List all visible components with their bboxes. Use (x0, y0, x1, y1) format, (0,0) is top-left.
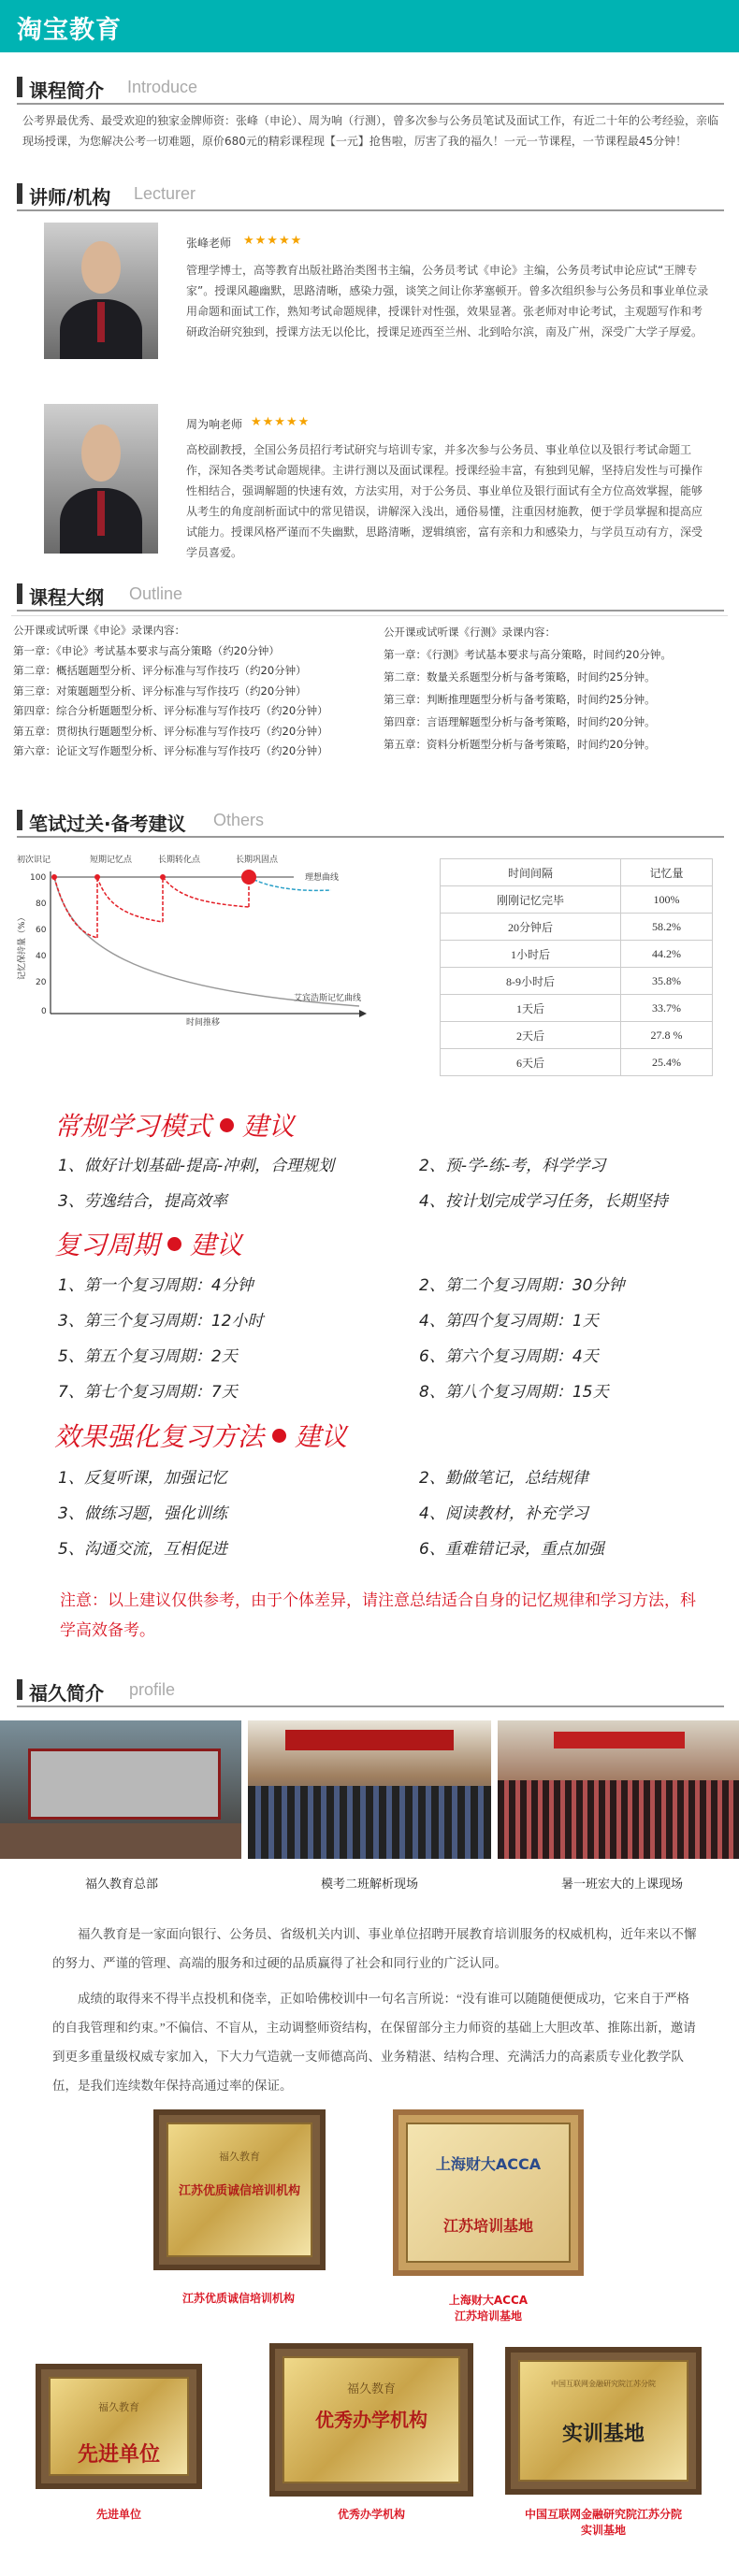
table-cell: 27.8 % (621, 1022, 713, 1049)
advice-item: 3、劳逸结合，提高效率 (58, 1192, 227, 1211)
award-plaque (36, 2364, 202, 2489)
y-tick: 80 (36, 899, 47, 909)
section-subtitle: Others (213, 811, 265, 829)
outline-line: 第四章：言语理解题型分析与备考策略，时间约20分钟。 (384, 715, 656, 728)
section-title: 课程简介 (29, 79, 104, 102)
table-row (441, 968, 713, 995)
award-plaque (505, 2347, 702, 2495)
plaque-text: 福久教育 (219, 2151, 260, 2163)
curve-top-label: 初次识记 (17, 856, 51, 865)
table-cell: 20分钟后 (441, 914, 621, 941)
forget-curve-label: 艾宾浩斯记忆曲线 (294, 994, 362, 1003)
award-plaque (153, 2109, 326, 2270)
classroom-photo (248, 1720, 491, 1859)
outline-line: 第五章：资料分析题型分析与备考策略，时间约20分钟。 (384, 738, 656, 751)
table-row (441, 1049, 713, 1076)
table-cell: 1小时后 (441, 941, 621, 968)
outline-line: 第三章：判断推理题型分析与备考策略，时间约25分钟。 (384, 693, 656, 706)
advice-item: 2、第二个复习周期：30分钟 (419, 1276, 625, 1295)
advice-note: 注意：以上建议仅供参考，由于个体差异，请注意总结适合自身的记忆规律和学习方法，科学高效备考。 (60, 1591, 696, 1640)
section-subtitle: Outline (129, 584, 183, 603)
plaque-text: 优秀办学机构 (315, 2409, 427, 2431)
y-tick: 0 (41, 1007, 47, 1016)
outline-line: 第五章：贯彻执行题题型分析、评分标准与写作技巧（约20分钟） (13, 724, 328, 738)
hq-photo (0, 1720, 241, 1859)
memory-curve-diagram (13, 849, 393, 1027)
outline-line: 第二章：数量关系题型分析与备考策略，时间约25分钟。 (384, 670, 656, 684)
teacher-desc: 管理学博士，高等教育出版社路治类图书主编，公务员考试《申论》主编，公务员考试申论应试“王牌专家”。授课风趣幽默，思路清晰，感染力强，谈笑之间让你茅塞顿开。曾多次组织参与公务员和事业单位录用命题和面试工作，熟知考试命题规律，授课针对性强，效果显著。张老师对申论考试，主观题写作和考研政治研究独到，授课方法无以伦比，授课足迹西至兰州、北到哈尔滨，南及广州，深受广大学子厚爱。 (186, 264, 709, 338)
section-title: 讲师/机构 (29, 186, 111, 209)
advice-item: 3、做练习题，强化训练 (58, 1504, 227, 1523)
table-cell: 100% (621, 886, 713, 914)
advice-item: 4、按计划完成学习任务，长期坚持 (419, 1192, 668, 1211)
plaque-text: 中国互联网金融研究院江苏分院 (551, 2380, 656, 2388)
advice-item: 1、反复听课，加强记忆 (58, 1469, 227, 1488)
advice-item: 4、第四个复习周期：1天 (419, 1312, 599, 1331)
memory-retention-table (440, 858, 713, 1076)
section-intro-header (17, 71, 724, 105)
outline-line: 第二章：概括题题型分析、评分标准与写作技巧（约20分钟） (13, 664, 307, 677)
section-subtitle: profile (129, 1680, 176, 1699)
section-lecturer-header (17, 178, 724, 211)
teacher-photo (44, 223, 158, 359)
section-profile-header (17, 1674, 724, 1707)
bullet-dot (220, 1118, 234, 1132)
advice-item: 2、预-学-练-考，科学学习 (419, 1157, 606, 1175)
divider (11, 615, 728, 616)
heading-text: 常规学习模式 (54, 1111, 212, 1142)
award-caption: 优秀办学机构 (337, 2508, 405, 2521)
heading-text: 建议 (190, 1230, 243, 1260)
table-cell: 6天后 (441, 1049, 621, 1076)
table-cell: 刚刚记忆完毕 (441, 886, 621, 914)
table-row (441, 1022, 713, 1049)
photo-caption: 福久教育总部 (84, 1878, 158, 1892)
heading-text: 效果强化复习方法 (54, 1421, 265, 1452)
advice-item: 5、第五个复习周期：2天 (58, 1347, 238, 1366)
section-title: 笔试过关·备考建议 (29, 813, 186, 835)
table-header: 记忆量 (621, 859, 713, 886)
outline-line: 第三章：对策题题型分析、评分标准与写作技巧（约20分钟） (13, 684, 307, 698)
ideal-curve-label: 理想曲线 (305, 873, 340, 883)
section-bar (17, 810, 22, 830)
table-row (441, 914, 713, 941)
store-title: 淘宝教育 (17, 16, 122, 45)
intro-text: 公考界最优秀、最受欢迎的独家金牌师资：张峰（申论）、周为响（行测），曾多次参与公务员笔试及面试工作，有近二十年的公考经验，亲临现场授课，为您解决公考一切难题，原价680元的精彩课程现【一元】抢售啦，厉害了我的福久！一元一节课程，一节课程最45分钟！ (22, 114, 719, 148)
y-tick: 100 (30, 873, 47, 883)
teacher-desc: 高校副教授，全国公务员招行考试研究与培训专家，并多次参与公务员、事业单位以及银行考试命题工作，深知各类考试命题规律。主讲行测以及面试课程。授课经验丰富，有独到见解，坚持启发性与可操作性相结合，强调解题的快速有效，方法实用，对于公务员、事业单位及银行面试有全方位高效掌握，能够从考生的角度剖析面试中的常见错误，讲解深入浅出，通俗易懂，注重因材施教，便于学员掌握和提高应试能力。授课风格严谨而不失幽默，思路清晰，逻辑缜密，富有亲和力和感染力，与学员互动有方，深受学员喜爱。 (186, 443, 703, 559)
table-cell: 58.2% (621, 914, 713, 941)
heading-text: 建议 (295, 1421, 348, 1452)
table-cell: 44.2% (621, 941, 713, 968)
photo-caption: 暑一班宏大的上课现场 (560, 1878, 683, 1892)
section-title: 福久简介 (29, 1682, 104, 1705)
advice-heading-regular (54, 1106, 295, 1144)
table-header: 时间间隔 (441, 859, 621, 886)
heading-text: 复习周期 (54, 1230, 160, 1260)
plaque-text: 上海财大ACCA (435, 2155, 542, 2173)
outline-line: 第四章：综合分析题题型分析、评分标准与写作技巧（约20分钟） (13, 704, 328, 717)
outline-line: 第一章：《申论》考试基本要求与高分策略（约20分钟） (13, 643, 280, 657)
plaque-text: 江苏培训基地 (442, 2217, 533, 2235)
y-tick: 40 (36, 952, 47, 961)
table-cell: 8-9小时后 (441, 968, 621, 995)
bullet-dot (272, 1429, 286, 1443)
plaque-text: 福久教育 (346, 2382, 396, 2396)
header-bar (0, 0, 739, 52)
outline-xingce (384, 621, 732, 756)
outline-line: 公开课或试听课《申论》录课内容： (13, 624, 185, 637)
table-cell: 35.8% (621, 968, 713, 995)
outline-line: 第六章：论证文写作题型分析、评分标准与写作技巧（约20分钟） (13, 744, 328, 757)
curve-top-label: 长期巩固点 (236, 856, 279, 865)
award-caption: 江苏优质诚信培训机构 (181, 2292, 295, 2305)
y-tick: 60 (36, 926, 47, 935)
plaque-text: 福久教育 (98, 2401, 139, 2413)
advice-item: 4、阅读教材，补充学习 (419, 1504, 588, 1523)
teacher-photo (44, 404, 158, 554)
advice-item: 7、第七个复习周期：7天 (58, 1383, 238, 1402)
table-row (441, 886, 713, 914)
plaque-text: 江苏优质诚信培训机构 (178, 2184, 300, 2198)
section-exam-header (17, 804, 724, 838)
teacher-name: 周为响老师 (186, 418, 243, 431)
advice-item: 6、第六个复习周期：4天 (419, 1347, 599, 1366)
section-bar (17, 183, 22, 204)
section-outline-header (17, 578, 724, 612)
award-caption: 上海财大ACCA 江苏培训基地 (448, 2294, 529, 2323)
table-cell: 25.4% (621, 1049, 713, 1076)
x-axis-label: 时间推移 (186, 1018, 221, 1027)
advice-heading-method (54, 1417, 347, 1454)
advice-item: 6、重难错记录，重点加强 (419, 1540, 604, 1559)
rating-stars: ★★★★★ (243, 234, 303, 248)
table-row (441, 995, 713, 1022)
curve-top-label: 短期记忆点 (90, 856, 133, 865)
advice-item: 5、沟通交流，互相促进 (58, 1540, 227, 1559)
section-subtitle: Introduce (127, 78, 198, 96)
section-subtitle: Lecturer (134, 184, 196, 203)
advice-item: 3、第三个复习周期：12小时 (58, 1312, 264, 1331)
table-cell: 2天后 (441, 1022, 621, 1049)
award-plaque (269, 2343, 473, 2497)
outline-line: 公开课或试听课《行测》录课内容： (384, 626, 556, 639)
advice-item: 8、第八个复习周期：15天 (419, 1383, 609, 1402)
advice-heading-cycle (54, 1225, 242, 1262)
rating-stars: ★★★★★ (251, 415, 311, 429)
profile-para-1: 福久教育是一家面向银行、公务员、省级机关内训、事业单位招聘开展教育培训服务的权威机构，近年来以不懈的努力、严谨的管理、高端的服务和过硬的品质赢得了社会和同行业的广泛认同。 (52, 1927, 697, 1970)
profile-para-2: 成绩的取得来不得半点投机和侥幸，正如哈佛校训中一句名言所说：“没有谁可以随随便便成功，它来自于严格的自我管理和约束。”不偏信、不盲从，主动调整师资结构，在保留部分主力师资的基础上大胆改革、推陈出新，邀请到更多重量级权威专家加入，下大力气造就一支师德高尚、业务精湛、结构合理、充满活力的高素质专业化教学队伍，是我们连续数年保持高通过率的保证。 (52, 1992, 696, 2093)
table-cell: 1天后 (441, 995, 621, 1022)
award-caption: 中国互联网金融研究院江苏分院 实训基地 (524, 2508, 682, 2537)
plaque-text: 实训基地 (561, 2423, 645, 2446)
plaque-text: 先进单位 (77, 2443, 160, 2467)
outline-shenlun (13, 621, 367, 762)
photo-caption: 模考二班解析现场 (320, 1878, 418, 1892)
table-row (441, 941, 713, 968)
section-bar (17, 77, 22, 97)
bullet-dot (167, 1237, 181, 1251)
award-caption: 先进单位 (95, 2508, 141, 2521)
lecture-hall-photo (498, 1720, 739, 1859)
advice-item: 1、做好计划基础-提高-冲刺，合理规划 (58, 1157, 335, 1175)
section-bar (17, 1679, 22, 1700)
heading-text: 建议 (242, 1111, 296, 1142)
teacher-name: 张峰老师 (186, 237, 232, 250)
advice-item: 1、第一个复习周期：4分钟 (58, 1276, 254, 1295)
section-title: 课程大纲 (29, 586, 104, 609)
advice-item: 2、勤做笔记，总结规律 (419, 1469, 588, 1488)
award-plaque (393, 2109, 584, 2276)
outline-line: 第一章：《行测》考试基本要求与高分策略，时间约20分钟。 (384, 648, 672, 661)
table-cell: 33.7% (621, 995, 713, 1022)
y-tick: 20 (36, 978, 47, 987)
curve-top-label: 长期转化点 (158, 856, 201, 865)
y-axis-label: 记忆保持量（%） (18, 913, 27, 980)
section-bar (17, 583, 22, 604)
